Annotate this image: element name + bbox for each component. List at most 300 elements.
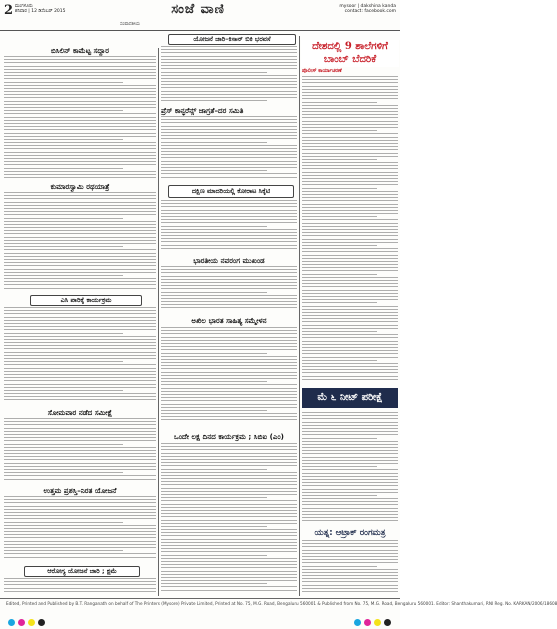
- text-line: [161, 298, 297, 299]
- text-line: [4, 168, 123, 169]
- text-line: [4, 107, 156, 108]
- page-number: 2: [4, 3, 14, 18]
- text-line: [302, 102, 377, 103]
- text-line: [161, 384, 297, 385]
- text-line: [302, 457, 398, 458]
- text-line: [161, 545, 297, 546]
- page-header: [0, 0, 400, 31]
- text-line: [161, 504, 297, 505]
- text-line: [302, 293, 398, 294]
- text-line: [161, 216, 297, 217]
- text-line: [4, 227, 156, 228]
- text-line: [302, 162, 398, 163]
- text-line: [4, 123, 156, 124]
- text-line: [302, 258, 398, 259]
- text-line: [302, 267, 398, 268]
- text-line: [4, 393, 156, 394]
- text-line: [302, 357, 398, 358]
- text-line: [161, 513, 297, 514]
- article-body: [4, 418, 156, 482]
- text-line: [161, 62, 297, 63]
- text-line: [302, 111, 398, 112]
- text-line: [4, 518, 156, 519]
- article-body: [161, 46, 297, 104]
- text-line: [302, 511, 398, 512]
- text-line: [302, 133, 398, 134]
- text-line: [4, 384, 156, 385]
- text-line: [161, 507, 297, 508]
- text-line: [302, 168, 398, 169]
- text-line: [302, 514, 398, 515]
- registration-mark-icon: [384, 619, 391, 626]
- text-line: [161, 87, 297, 88]
- text-line: [161, 154, 297, 155]
- text-line: [302, 79, 398, 80]
- text-line: [302, 366, 398, 367]
- text-line: [161, 459, 297, 460]
- text-line: [4, 233, 156, 234]
- registration-mark-icon: [38, 619, 45, 626]
- text-line: [161, 583, 267, 584]
- text-line: [161, 410, 267, 411]
- text-line: [302, 482, 398, 483]
- text-line: [302, 485, 398, 486]
- text-line: [161, 65, 297, 66]
- text-line: [4, 506, 156, 507]
- text-line: [302, 172, 398, 173]
- text-line: [302, 447, 398, 448]
- headline-line1: ದೇಶದಲ್ಲಿ 9 ಶಾಲೆಗಳಿಗೆ: [312, 41, 388, 52]
- text-line: [4, 531, 156, 532]
- text-line: [302, 124, 398, 125]
- text-line: [4, 269, 156, 270]
- text-line: [4, 588, 156, 589]
- header-date-text: ಶನಿವಾರ | 12 ಡಿಸೆಂಬರ್ 2015: [15, 9, 66, 15]
- text-line: [302, 137, 398, 138]
- text-line: [4, 581, 156, 582]
- text-line: [302, 578, 398, 579]
- text-line: [4, 211, 156, 212]
- text-line: [4, 249, 156, 250]
- text-line: [4, 110, 123, 111]
- text-line: [161, 248, 297, 249]
- text-line: [161, 548, 297, 549]
- text-line: [302, 197, 398, 198]
- text-line: [161, 245, 297, 246]
- text-line: [302, 204, 398, 205]
- text-line: [161, 173, 297, 174]
- article-body: [302, 76, 398, 384]
- text-line: [302, 92, 398, 93]
- registration-mark-icon: [374, 619, 381, 626]
- text-line: [302, 550, 398, 551]
- text-line: [161, 391, 297, 392]
- text-line: [161, 94, 297, 95]
- text-line: [302, 473, 398, 474]
- text-line: [302, 418, 398, 419]
- text-line: [302, 546, 398, 547]
- text-line: [4, 133, 156, 134]
- text-line: [4, 584, 156, 585]
- text-line: [302, 431, 398, 432]
- text-line: [302, 562, 398, 563]
- column-rule: [299, 36, 300, 596]
- text-line: [161, 378, 297, 379]
- text-line: [4, 355, 156, 356]
- text-line: [4, 164, 156, 165]
- text-line: [161, 170, 267, 171]
- text-line: [161, 484, 297, 485]
- header-date: [15, 4, 66, 15]
- text-line: [302, 232, 398, 233]
- text-line: [302, 556, 398, 557]
- text-line: [4, 528, 156, 529]
- text-line: [161, 551, 297, 552]
- text-line: [4, 479, 156, 480]
- text-line: [161, 577, 297, 578]
- article-body: [4, 496, 156, 562]
- text-line: [302, 149, 398, 150]
- article-body: [302, 540, 398, 596]
- text-line: [4, 537, 156, 538]
- text-line: [4, 339, 156, 340]
- text-line: [161, 75, 297, 76]
- text-line: [302, 438, 377, 439]
- text-line: [161, 206, 297, 207]
- article-title: ಕುಮಾರಸ್ವಾಮಿ ರಥಯಾತ್ರೆ: [50, 182, 110, 191]
- text-line: [4, 390, 123, 391]
- headline-subhead: ಪೊಲೀಸ್ ಕಾರ್ಯಾಚರಣೆ: [302, 68, 342, 74]
- text-line: [302, 460, 398, 461]
- text-line: [4, 310, 156, 311]
- text-line: [302, 223, 398, 224]
- text-line: [161, 340, 297, 341]
- text-line: [4, 218, 123, 219]
- text-line: [161, 84, 297, 85]
- text-line: [161, 343, 297, 344]
- text-line: [161, 138, 297, 139]
- text-line: [161, 416, 297, 417]
- text-line: [4, 259, 156, 260]
- header-info-line2: contact: facebook.com: [344, 9, 396, 15]
- text-line: [302, 117, 398, 118]
- text-line: [4, 450, 156, 451]
- text-line: [161, 219, 297, 220]
- article-title: ಯತ್ನ: ಆಟ್ರಾಕ್ ರಂಗಮತ್ರ: [314, 528, 386, 538]
- text-line: [161, 375, 297, 376]
- text-line: [4, 174, 156, 175]
- text-line: [4, 509, 156, 510]
- text-line: [161, 213, 297, 214]
- text-line: [302, 422, 398, 423]
- text-line: [302, 114, 398, 115]
- text-line: [161, 200, 297, 201]
- text-line: [161, 52, 297, 53]
- text-line: [161, 288, 297, 289]
- text-line: [4, 352, 156, 353]
- section-label: ಸಂಪಾದಕೀಯ: [120, 22, 140, 27]
- text-line: [4, 475, 156, 476]
- text-line: [161, 126, 297, 127]
- text-line: [4, 72, 156, 73]
- text-line: [4, 431, 156, 432]
- text-line: [4, 459, 156, 460]
- article-title: ಅಖಿಲ ಭಾರತ ಸಾಹಿತ್ಯ ಸಮ್ಮೇಳನ: [191, 316, 267, 325]
- text-line: [302, 337, 398, 338]
- text-line: [302, 517, 398, 518]
- text-line: [302, 325, 398, 326]
- text-line: [302, 153, 398, 154]
- text-line: [161, 567, 297, 568]
- text-line: [161, 346, 297, 347]
- text-line: [4, 246, 123, 247]
- text-line: [161, 337, 297, 338]
- text-line: [161, 397, 297, 398]
- text-line: [4, 437, 156, 438]
- text-line: [161, 368, 297, 369]
- text-line: [4, 333, 123, 334]
- text-line: [161, 142, 267, 143]
- text-line: [161, 516, 297, 517]
- text-line: [4, 463, 156, 464]
- text-line: [302, 543, 398, 544]
- text-line: [4, 145, 156, 146]
- article-body: [161, 116, 297, 182]
- text-line: [4, 243, 156, 244]
- article-title: ಪ್ರೆಸ್ ಕಾನ್ಫರೆನ್ಸ್ ಜಾಗ್ರತೆ–ದರ ಸಮಿತಿ: [161, 106, 244, 115]
- text-line: [161, 394, 297, 395]
- text-line: [302, 255, 398, 256]
- article-body: [161, 266, 297, 312]
- text-line: [302, 219, 398, 220]
- text-line: [302, 572, 398, 573]
- text-line: [161, 222, 297, 223]
- text-line: [161, 269, 297, 270]
- text-line: [302, 261, 398, 262]
- text-line: [161, 292, 267, 293]
- text-line: [4, 336, 156, 337]
- article-body: [4, 578, 156, 596]
- text-line: [4, 512, 156, 513]
- text-line: [4, 557, 156, 558]
- text-line: [4, 161, 156, 162]
- text-line: [4, 69, 156, 70]
- text-line: [161, 276, 297, 277]
- text-line: [302, 479, 398, 480]
- text-line: [4, 221, 156, 222]
- text-line: [4, 177, 156, 178]
- text-line: [161, 462, 297, 463]
- text-line: [302, 425, 398, 426]
- header-city: ಮಂಗಳೂರು: [15, 4, 33, 9]
- text-line: [4, 472, 123, 473]
- text-line: [302, 140, 398, 141]
- headline-line2: ಬಾಂಬ್ ಬೆದರಿಕೆ: [323, 54, 377, 65]
- text-line: [161, 282, 297, 283]
- text-line: [302, 315, 398, 316]
- text-line: [161, 330, 297, 331]
- text-line: [302, 463, 398, 464]
- text-line: [302, 242, 398, 243]
- text-line: [302, 108, 398, 109]
- text-line: [161, 443, 297, 444]
- text-line: [4, 329, 156, 330]
- text-line: [4, 142, 156, 143]
- text-line: [161, 542, 297, 543]
- text-line: [4, 256, 156, 257]
- text-line: [4, 547, 156, 548]
- text-line: [161, 81, 297, 82]
- text-line: [4, 120, 156, 121]
- text-line: [302, 251, 398, 252]
- text-line: [302, 76, 398, 77]
- text-line: [161, 365, 297, 366]
- text-line: [4, 208, 156, 209]
- article-title: ಒಂದೇ ಲಕ್ಷ ದಿನದ ಕಾರ್ಯಕ್ರಮ ; ಸಿಬಿಐ (ಎಂ): [174, 432, 284, 441]
- text-line: [302, 248, 398, 249]
- registration-mark-icon: [354, 619, 361, 626]
- text-line: [4, 272, 156, 273]
- text-line: [302, 489, 398, 490]
- text-line: [4, 275, 123, 276]
- text-line: [161, 404, 297, 405]
- text-line: [161, 333, 297, 334]
- text-line: [302, 264, 398, 265]
- text-line: [4, 148, 156, 149]
- text-line: [302, 363, 398, 364]
- text-line: [302, 130, 377, 131]
- text-line: [4, 104, 156, 105]
- text-line: [302, 569, 398, 570]
- text-line: [161, 529, 297, 530]
- text-line: [302, 105, 398, 106]
- text-line: [161, 419, 297, 420]
- text-line: [4, 399, 156, 400]
- text-line: [302, 296, 398, 297]
- text-line: [4, 198, 156, 199]
- text-line: [4, 284, 156, 285]
- text-line: [302, 309, 398, 310]
- text-line: [302, 175, 398, 176]
- text-line: [4, 214, 156, 215]
- text-line: [4, 591, 156, 592]
- text-line: [302, 290, 398, 291]
- text-line: [4, 278, 156, 279]
- text-line: [161, 56, 297, 57]
- text-line: [302, 299, 398, 300]
- text-line: [4, 91, 156, 92]
- text-line: [161, 561, 297, 562]
- text-line: [302, 226, 398, 227]
- text-line: [4, 522, 123, 523]
- article-title: ಭಾರತೀಯ ನವರಂಗ ಮುಖಂಡ: [193, 256, 265, 265]
- text-line: [4, 421, 156, 422]
- text-line: [4, 62, 156, 63]
- text-line: [302, 191, 398, 192]
- text-line: [302, 492, 398, 493]
- text-line: [161, 46, 297, 47]
- article-body: [4, 56, 156, 181]
- article-title-box: ದಕ್ಷಿಣ ಮಾದರಿಯಲ್ಲಿ ಕೋರಾಟ ಸಿಕ್ಕೆಟಿ: [168, 185, 294, 198]
- registration-mark-icon: [28, 619, 35, 626]
- text-line: [4, 82, 123, 83]
- text-line: [161, 167, 297, 168]
- text-line: [161, 235, 297, 236]
- text-line: [161, 72, 267, 73]
- text-line: [302, 504, 398, 505]
- text-line: [161, 532, 297, 533]
- text-line: [4, 288, 156, 289]
- text-line: [302, 318, 398, 319]
- text-line: [161, 472, 297, 473]
- text-line: [161, 407, 297, 408]
- text-line: [302, 369, 398, 370]
- text-line: [161, 349, 297, 350]
- text-line: [4, 136, 156, 137]
- text-line: [4, 281, 156, 282]
- text-line: [161, 307, 297, 308]
- text-line: [302, 453, 398, 454]
- text-line: [302, 188, 377, 189]
- text-line: [161, 362, 297, 363]
- text-line: [4, 469, 156, 470]
- page-footer: [0, 598, 557, 629]
- text-line: [4, 262, 156, 263]
- text-line: [302, 210, 398, 211]
- text-line: [161, 580, 297, 581]
- text-line: [161, 116, 297, 117]
- text-line: [161, 304, 297, 305]
- text-line: [302, 469, 398, 470]
- imprint-line: Edited, Printed and Published by B.T. Ranganath on behalf of The Printers (Mysore) Private Limited, Printed at No. 75, M.G. Road, Bengaluru 560001 & Published from No. 75, M.G. Road, Bengaluru 560001. Editor: Shanthakumari, RNI Reg. No. KARKAN/2006/18608: [6, 601, 557, 606]
- text-line: [161, 465, 297, 466]
- text-line: [4, 499, 156, 500]
- text-line: [161, 400, 297, 401]
- text-line: [161, 241, 297, 242]
- text-line: [4, 75, 156, 76]
- article-body: [4, 192, 156, 292]
- text-line: [4, 237, 156, 238]
- text-line: [302, 121, 398, 122]
- text-line: [161, 453, 297, 454]
- neet-banner: ಮೆ ೬ ನೀಟ್ ಪರೀಕ್ಷೆ: [302, 388, 398, 408]
- text-line: [161, 372, 297, 373]
- text-line: [4, 152, 156, 153]
- text-line: [4, 85, 156, 86]
- article-title: ಬಿಸಿಲಿನ್ ಕಾಮೆಟ್ಟ ಸದ್ದಾರ: [50, 46, 110, 55]
- text-line: [161, 481, 297, 482]
- text-line: [161, 359, 297, 360]
- article-body: [161, 443, 297, 595]
- text-line: [4, 534, 156, 535]
- text-line: [302, 165, 398, 166]
- text-line: [4, 224, 156, 225]
- article-body: [302, 412, 398, 524]
- text-line: [4, 253, 156, 254]
- text-line: [4, 578, 156, 579]
- text-line: [302, 159, 377, 160]
- text-line: [4, 66, 156, 67]
- text-line: [161, 469, 267, 470]
- text-line: [302, 312, 398, 313]
- text-line: [161, 590, 297, 591]
- text-line: [4, 466, 156, 467]
- text-line: [161, 232, 297, 233]
- text-line: [4, 326, 156, 327]
- article-title-box: ಆರೋಗ್ಯ ಯೋಜನೆ ಜಾರಿ ; ಕ್ಷಮೆ: [24, 566, 140, 577]
- text-line: [161, 571, 297, 572]
- text-line: [4, 230, 156, 231]
